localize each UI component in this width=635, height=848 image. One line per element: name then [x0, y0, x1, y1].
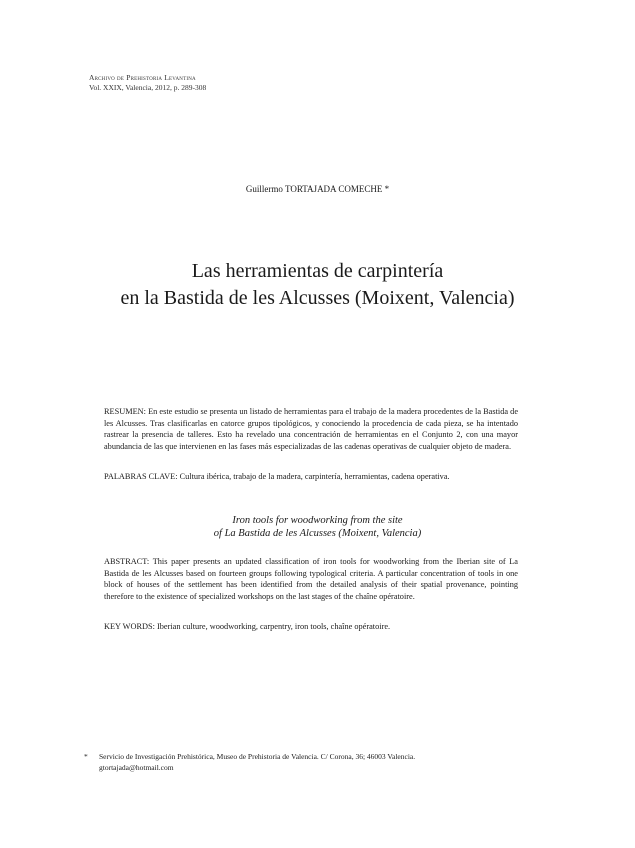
resumen-paragraph: RESUMEN: En este estudio se presenta un listado de herramientas para el trabajo de la madera procedentes de la Bastida de les Alcusses. Tras clasificarlas en catorce grupos tipológicos, y conociendo la procedencia de cada pieza, se ha intentado rastrear la presencia de talleres. Esto ha revelado una concentración de herramientas en el Conjunto 2, con una mayor abundancia de las que intervienen en las fases más especializadas de las cadenas operativas de cualquier objeto de madera.: [104, 407, 518, 451]
journal-volume-info: Vol. XXIX, Valencia, 2012, p. 289-308: [89, 83, 207, 92]
paper-title: [0, 258, 635, 312]
palabras-clave-paragraph: PALABRAS CLAVE: Cultura ibérica, trabajo de la madera, carpintería, herramientas, cadena operativa.: [104, 472, 450, 481]
key-words-paragraph: KEY WORDS: Iberian culture, woodworking, carpentry, iron tools, chaîne opératoire.: [104, 622, 391, 631]
footnote-mark: *: [84, 752, 88, 761]
english-title-line-2: of La Bastida de les Alcusses (Moixent, Valencia): [213, 528, 422, 539]
author-name: Guillermo TORTAJADA COMECHE *: [245, 184, 390, 194]
footnote-affiliation: Servicio de Investigación Prehistórica, Museo de Prehistoria de Valencia. C/ Corona, 36; 46003 Valencia.: [99, 752, 416, 761]
abstract-paragraph: ABSTRACT: This paper presents an updated classification of iron tools for woodworking from the Iberian site of La Bastida de les Alcusses based on fourteen groups following typological criteria. A particular concentration of tools in one block of houses of the settlement has been identified from the detailed analysis of their spatial provenance, pointing therefore to the existence of specialized workshops on the last stages of the chaîne opératoire.: [104, 557, 518, 601]
paper-title-line-1: Las herramientas de carpintería: [191, 260, 444, 282]
english-title-line-1: Iron tools for woodworking from the site: [232, 515, 403, 526]
journal-header: [89, 73, 206, 93]
journal-name: Archivo de Prehistoria Levantina: [89, 73, 196, 82]
english-title: [0, 514, 635, 540]
footnote-email[interactable]: gtortajada@hotmail.com: [99, 762, 174, 772]
author-footnote: [84, 752, 524, 773]
paper-title-line-2: en la Bastida de les Alcusses (Moixent, Valencia): [120, 287, 515, 309]
